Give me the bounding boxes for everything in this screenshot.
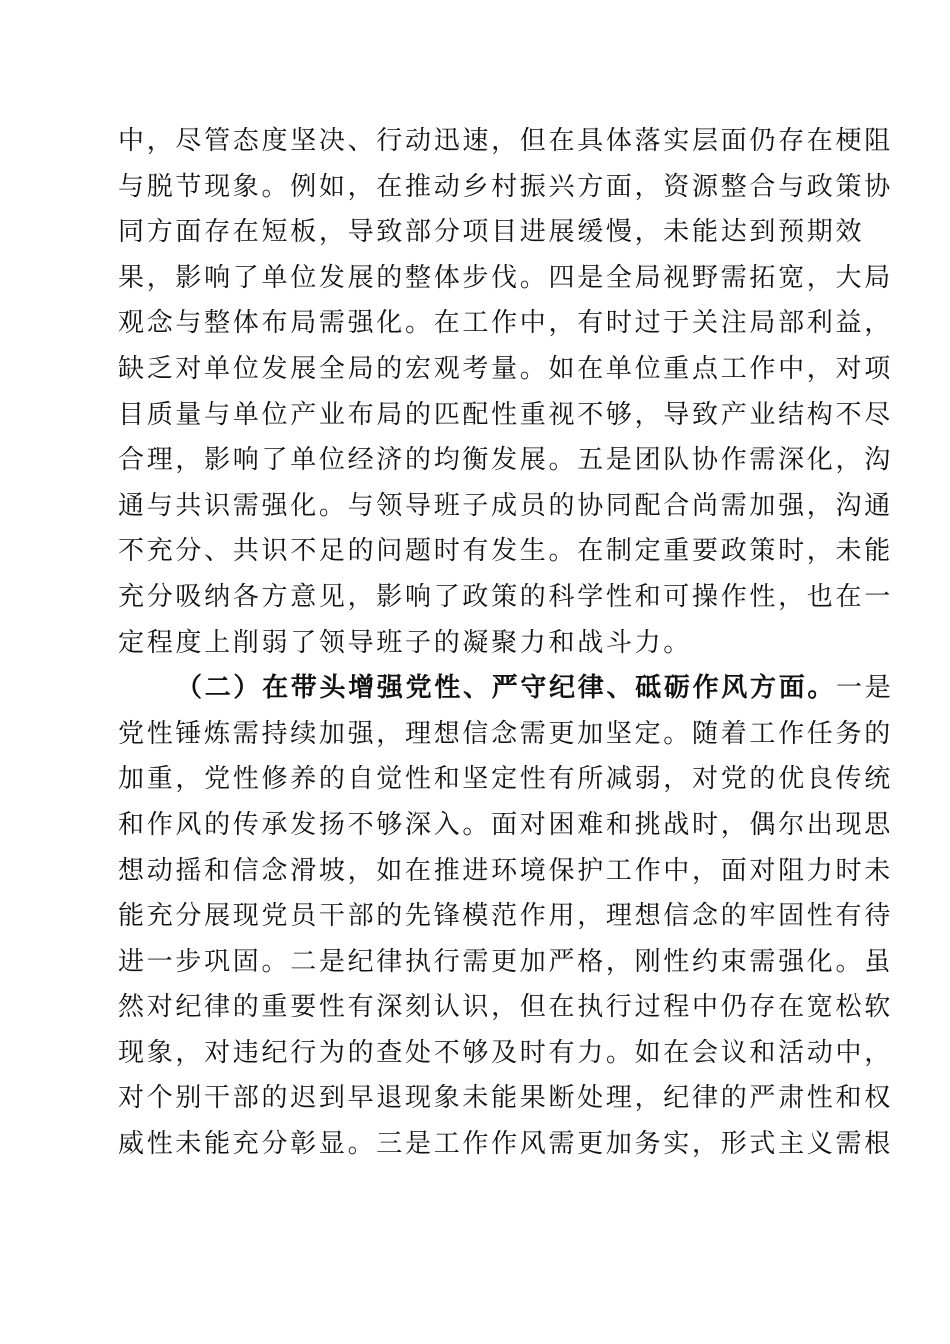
section-2-line-7: 然对纪律的重要性有深刻认识，但在执行过程中仍存在宽松软 [118,992,893,1023]
section-2-line-2: 加重，党性修养的自觉性和坚定性有所减弱，对党的优良传统 [118,764,893,795]
section-2-line-8: 现象，对违纪行为的查处不够及时有力。如在会议和活动中， [118,1037,893,1068]
body-text [118,119,894,1168]
section-2-line-10: 威性未能充分彰显。三是工作作风需更加务实，形式主义需根 [118,1129,893,1160]
text-line-3: 同方面存在短板，导致部分项目进展缓慢，未能达到预期效 [118,217,865,248]
section-2-line-3: 和作风的传承发扬不够深入。面对困难和挑战时，偶尔出现思 [118,809,893,840]
text-line-12: 定程度上削弱了领导班子的凝聚力和战斗力。 [118,627,693,658]
section-2-line-1: 党性锤炼需持续加强，理想信念需更加坚定。随着工作任务的 [118,718,893,749]
text-line-6: 缺乏对单位发展全局的宏观考量。如在单位重点工作中，对项 [118,353,893,384]
section-2-first-line-rest: 一是 [836,673,894,704]
text-line-4: 果，影响了单位发展的整体步伐。四是全局视野需拓宽，大局 [118,262,893,293]
text-line-5: 观念与整体布局需强化。在工作中，有时过于关注局部利益， [118,308,893,339]
text-line-10: 不充分、共识不足的问题时有发生。在制定重要政策时，未能 [118,536,893,567]
text-line-1: 中，尽管态度坚决、行动迅速，但在具体落实层面仍存在梗阻 [118,126,893,156]
section-2-line-4: 想动摇和信念滑坡，如在推进环境保护工作中，面对阻力时未 [118,855,893,886]
text-line-8: 合理，影响了单位经济的均衡发展。五是团队协作需深化，沟 [118,445,893,476]
text-line-7: 目质量与单位产业布局的匹配性重视不够，导致产业结构不尽 [118,399,893,430]
text-line-11: 充分吸纳各方意见，影响了政策的科学性和可操作性，也在一 [118,581,893,612]
text-line-2: 与脱节现象。例如，在推动乡村振兴方面，资源整合与政策协 [118,171,893,202]
text-line-9: 通与共识需强化。与领导班子成员的协同配合尚需加强，沟通 [118,490,893,521]
section-2-heading: （二）在带头增强党性、严守纪律、砥砺作风方面。 [176,673,837,704]
section-2-first-line [118,666,894,712]
section-2-line-9: 对个别干部的迟到早退现象未能果断处理，纪律的严肃性和权 [118,1083,893,1114]
section-2-line-6: 进一步巩固。二是纪律执行需更加严格，刚性约束需强化。虽 [118,946,893,977]
section-2-line-5: 能充分展现党员干部的先锋模范作用，理想信念的牢固性有待 [118,901,893,932]
